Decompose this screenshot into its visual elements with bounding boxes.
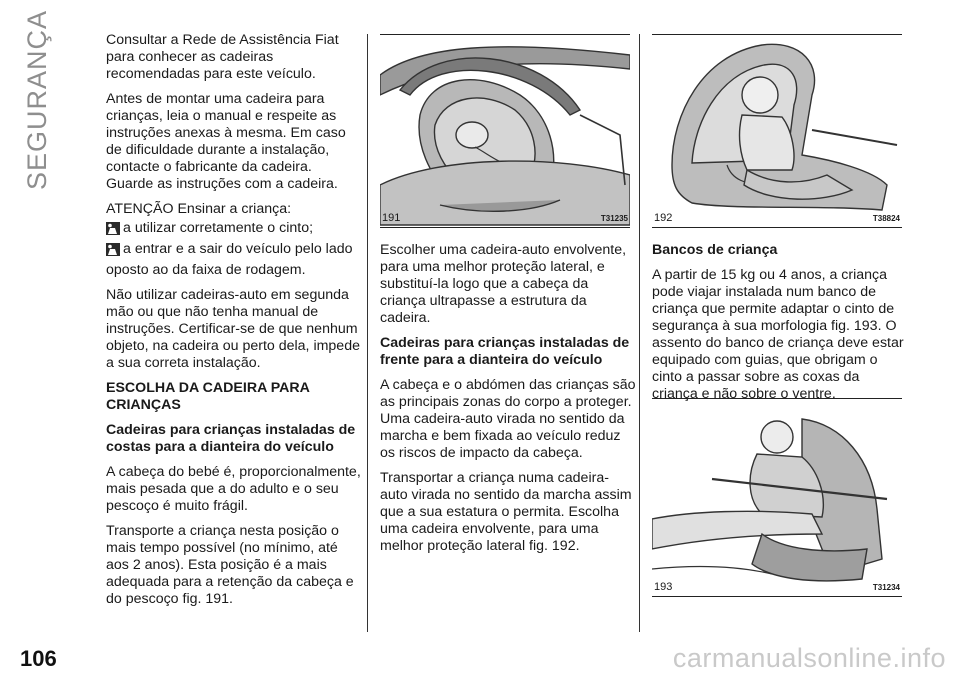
paragraph: Não utilizar cadeiras-auto em segunda mão ou que não tenha manual de instruções. Certificar-se de que nenhum objeto, na cadeira ou perto dela, impede a sua correta instalação.	[106, 287, 360, 371]
figure-number: 191	[382, 212, 401, 224]
list-item	[106, 220, 362, 237]
subsection-heading: Cadeiras para crianças instaladas de frente para a dianteira do veículo	[380, 335, 630, 368]
list-item	[106, 241, 362, 258]
figure-code: T38824	[872, 214, 900, 223]
paragraph: A cabeça e o abdómen das crianças são as principais zonas do corpo a proteger. Uma cadeira-auto virada no sentido da marcha e bem fixada ao veículo reduz os riscos de impacto da cabeça.	[380, 377, 636, 461]
watermark: carmanualsonline.info	[672, 643, 946, 673]
figure-code: T31234	[872, 583, 900, 592]
warning-intro: ATENÇÃO Ensinar a criança:	[106, 201, 292, 217]
child-seat-icon	[106, 222, 120, 235]
page-number: 106	[20, 646, 57, 671]
column-divider	[639, 34, 640, 632]
section-heading: ESCOLHA DA CADEIRA PARA CRIANÇAS	[106, 380, 310, 413]
paragraph: Transporte a criança nesta posição o mais tempo possível (no mínimo, até aos 2 anos). Esta posição é a mais adequada para a retenção da cabeça e do pescoço fig. 191.	[106, 523, 354, 607]
subsection-heading: Cadeiras para crianças instaladas de costas para a dianteira do veículo	[106, 422, 356, 455]
figure-192	[652, 34, 902, 228]
figure-191	[380, 34, 630, 228]
paragraph: A partir de 15 kg ou 4 anos, a criança pode viajar instalada num banco de criança que permite adaptar o cinto de segurança à sua morfologia fig. 193. O assento do banco de criança deve estar equipado com guias, que obrigam o cinto a passar sobre as coxas da criança e não sobre o ventre.	[652, 267, 904, 402]
text-column-3	[652, 242, 906, 411]
bullet-text: a utilizar corretamente o cinto;	[123, 220, 314, 236]
figure-193	[652, 398, 902, 597]
bullet-text: a entrar e a sair do veículo pelo lado	[123, 241, 353, 257]
paragraph: oposto ao da faixa de rodagem.	[106, 262, 306, 278]
text-column-1	[106, 32, 362, 616]
rear-facing-baby-seat-illustration	[380, 35, 630, 227]
figure-number: 192	[654, 212, 673, 224]
paragraph: Consultar a Rede de Assistência Fiat para conhecer as cadeiras recomendadas para este veículo.	[106, 32, 339, 82]
paragraph: Antes de montar uma cadeira para crianças, leia o manual e respeite as instruções anexas à mesma. Em caso de dificuldade durante a instalação, contacte o fabricante da cadeira. Guarde as instruções com a cadeira.	[106, 91, 346, 192]
paragraph: Escolher uma cadeira-auto envolvente, para uma melhor proteção lateral, e substituí-la logo que a cabeça da criança ultrapasse a estrutura da cadeira.	[380, 242, 627, 326]
figure-number: 193	[654, 581, 673, 593]
forward-facing-child-seat-illustration	[652, 35, 902, 227]
paragraph: A cabeça do bebé é, proporcionalmente, mais pesada que a do adulto e o seu pescoço é muito frágil.	[106, 464, 361, 514]
column-divider	[367, 34, 368, 632]
subsection-heading: Bancos de criança	[652, 242, 778, 258]
text-column-2	[380, 242, 636, 563]
section-title: SEGURANÇA	[22, 9, 52, 190]
child-seat-icon	[106, 243, 120, 256]
paragraph: Transportar a criança numa cadeira-auto virada no sentido da marcha assim que a sua estatura o permita. Escolha uma cadeira envolvente, para uma melhor proteção lateral fig. 192.	[380, 470, 632, 554]
figure-code: T31235	[600, 214, 628, 223]
booster-seat-illustration	[652, 399, 902, 596]
